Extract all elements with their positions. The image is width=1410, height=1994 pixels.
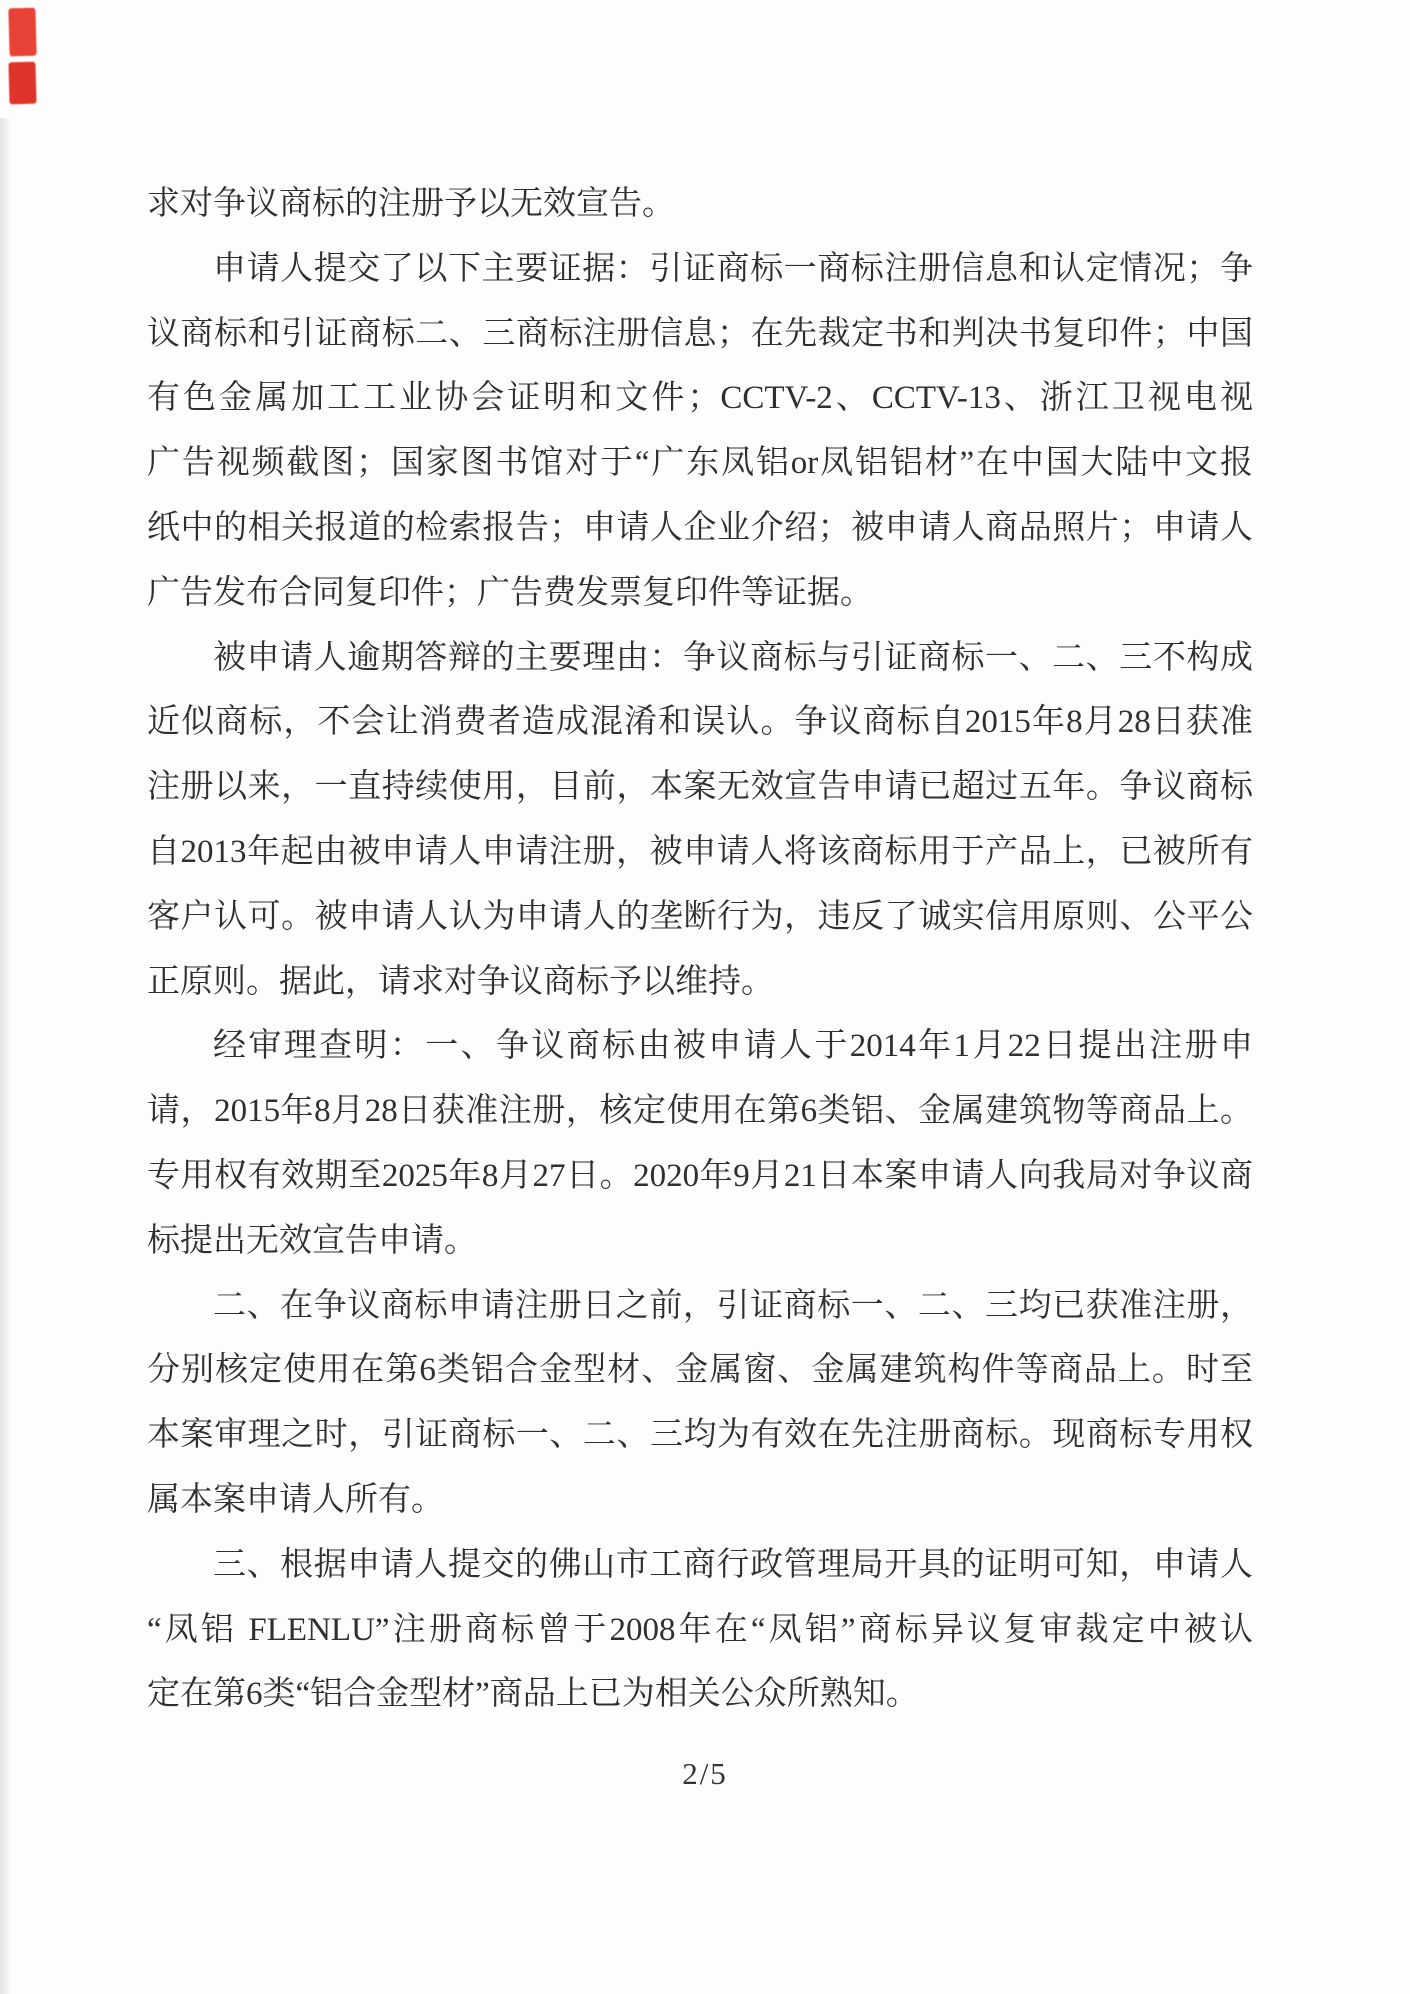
text-line: 自2013年起由被申请人申请注册，被申请人将该商标用于产品上，已被所有 (147, 833, 1253, 870)
text-line: 注册以来，一直持续使用，目前，本案无效宣告申请已超过五年。争议商标 (147, 769, 1253, 806)
text-line: 申请人提交了以下主要证据：引证商标一商标注册信息和认定情况；争 (213, 250, 1253, 287)
text-line: 三、根据申请人提交的佛山市工商行政管理局开具的证明可知，申请人 (213, 1546, 1253, 1583)
red-stamp-mark-bottom (8, 62, 36, 105)
text-line: 经审理查明：一、争议商标由被申请人于2014年1月22日提出注册申 (213, 1028, 1253, 1065)
text-line: 专用权有效期至2025年8月27日。2020年9月21日本案申请人向我局对争议商 (147, 1157, 1253, 1194)
text-line: 分别核定使用在第6类铝合金型材、金属窗、金属建筑构件等商品上。时至 (147, 1352, 1253, 1389)
text-line: 请，2015年8月28日获准注册，核定使用在第6类铝、金属建筑物等商品上。 (147, 1093, 1253, 1130)
text-line: “凤铝 FLENLU”注册商标曾于2008年在“凤铝”商标异议复审裁定中被认 (147, 1611, 1253, 1648)
text-line: 本案审理之时，引证商标一、二、三均为有效在先注册商标。现商标专用权 (147, 1417, 1253, 1454)
text-line: 近似商标，不会让消费者造成混淆和误认。争议商标自2015年8月28日获准 (147, 704, 1253, 741)
text-line: 议商标和引证商标二、三商标注册信息；在先裁定书和判决书复印件；中国 (147, 315, 1253, 352)
text-line: 有色金属加工工业协会证明和文件；CCTV-2、CCTV-13、浙江卫视电视 (147, 380, 1253, 417)
text-line: 求对争议商标的注册予以无效宣告。 (147, 186, 675, 222)
text-line: 定在第6类“铝合金型材”商品上已为相关公众所熟知。 (147, 1676, 919, 1713)
red-stamp-mark-top (8, 8, 36, 57)
text-line: 正原则。据此，请求对争议商标予以维持。 (147, 963, 774, 1000)
left-scan-shadow (0, 118, 11, 1994)
text-line: 广告发布合同复印件；广告费发票复印件等证据。 (147, 574, 873, 611)
text-block (147, 172, 1253, 1727)
text-line: 客户认可。被申请人认为申请人的垄断行为，违反了诚实信用原则、公平公 (147, 898, 1253, 935)
text-line: 标提出无效宣告申请。 (147, 1222, 477, 1259)
text-line: 被申请人逾期答辩的主要理由：争议商标与引证商标一、二、三不构成 (213, 639, 1253, 676)
text-line: 二、在争议商标申请注册日之前，引证商标一、二、三均已获准注册， (213, 1287, 1253, 1324)
text-line: 广告视频截图；国家图书馆对于“广东凤铝or凤铝铝材”在中国大陆中文报 (147, 445, 1253, 482)
page-number: 2/5 (682, 1756, 728, 1791)
text-line: 纸中的相关报道的检索报告；申请人企业介绍；被申请人商品照片；申请人 (147, 509, 1253, 546)
text-line: 属本案申请人所有。 (147, 1481, 444, 1518)
